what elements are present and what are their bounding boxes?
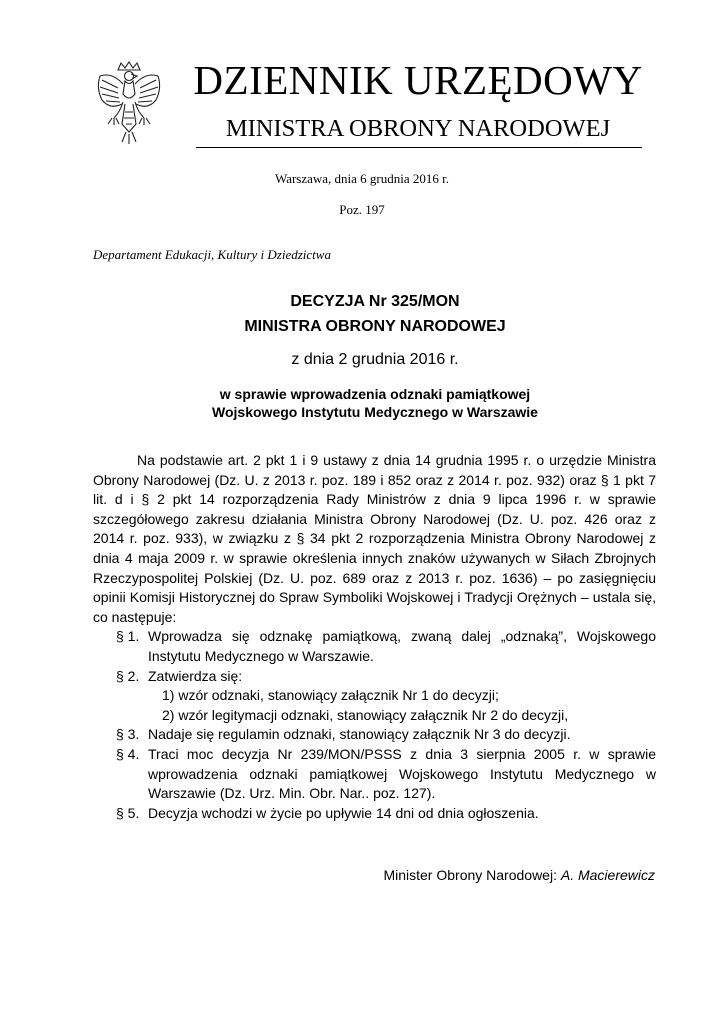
preamble: Na podstawie art. 2 pkt 1 i 9 ustawy z dnia 14 grudnia 1995 r. o urzędzie Ministra Obrony Narodowej (Dz. U. z 2013 r. poz. 189 i 852 oraz z 2014 r. poz. 932) oraz § 1 pkt 7 lit. d i § 2 pkt 14 rozporządzenia Rady Ministrów z dnia 9 lipca 1996 r. w sprawie szczegółowego zakresu działania Ministra Obrony Narodowej (Dz. U. poz. 426 oraz z 2014 r. poz. 933), w związku z § 34 pkt 2 rozporządzenia Ministra Obrony Narodowej z dnia 4 maja 2009 r. w sprawie określenia innych znaków używanych w Siłach Zbrojnych Rzeczypospolitej Polskiej (Dz. U. poz. 689 oraz z 2013 r. poz. 1636) – po zasięgnięciu opinii Komisji Historycznej do Spraw Symboliki Wojskowej i Tradycji Orężnych – ustala się, co następuje: bbox=[93, 452, 656, 625]
journal-subtitle: MINISTRA OBRONY NARODOWEJ bbox=[225, 115, 611, 142]
polish-eagle-emblem bbox=[92, 60, 166, 146]
section-mark: § 3. bbox=[116, 726, 140, 743]
signature-role: Minister Obrony Narodowej: bbox=[383, 867, 557, 883]
section-text: Zatwierdza się: bbox=[148, 667, 243, 684]
section-mark: § 1. bbox=[116, 628, 140, 645]
section-text: Traci moc decyzja Nr 239/MON/PSSS z dnia 3 sierpnia 2005 r. w sprawie wprowadzenia odznaki pamiątkowej Wojskowego Instytutu Medycznego w Warszawie (Dz. Urz. Min. Obr. Nar.. poz. 127). bbox=[148, 745, 656, 802]
section-mark: § 5. bbox=[116, 804, 140, 821]
section-5 bbox=[93, 804, 656, 824]
section-text: Wprowadza się odznakę pamiątkową, zwaną dalej „odznaką”, Wojskowego Instytutu Medycznego w Warszawie. bbox=[148, 628, 656, 664]
section-mark: § 2. bbox=[116, 667, 140, 684]
section-mark: § 4. bbox=[116, 745, 140, 762]
decision-subject-line-2: Wojskowego Instytutu Medycznego w Warszawie bbox=[212, 404, 538, 420]
department-name: Departament Edukacji, Kultury i Dziedzictwa bbox=[93, 247, 331, 262]
place-date: Warszawa, dnia 6 grudnia 2016 r. bbox=[274, 171, 450, 186]
section-2 bbox=[93, 667, 656, 687]
signature bbox=[383, 865, 655, 885]
decision-body bbox=[93, 451, 656, 823]
signature-name: A. Macierewicz bbox=[560, 867, 655, 883]
decision-number: DECYZJA Nr 325/MON bbox=[290, 293, 460, 310]
section-text: Decyzja wchodzi w życie po upływie 14 dni od dnia ogłoszenia. bbox=[148, 804, 539, 821]
section-text: Nadaje się regulamin odznaki, stanowiący załącznik Nr 3 do decyzji. bbox=[148, 726, 571, 743]
header-divider bbox=[196, 147, 642, 148]
journal-title: DZIENNIK URZĘDOWY bbox=[193, 57, 643, 103]
decision-date: z dnia 2 grudnia 2016 r. bbox=[291, 351, 459, 368]
section-2-item-2: 2) wzór legitymacji odznaki, stanowiący załącznik Nr 2 do decyzji, bbox=[162, 706, 569, 723]
section-1 bbox=[93, 627, 656, 666]
decision-subject-line-1: w sprawie wprowadzenia odznaki pamiątkowej bbox=[219, 386, 531, 402]
decision-issuer: MINISTRA OBRONY NARODOWEJ bbox=[244, 318, 506, 335]
section-4 bbox=[93, 745, 656, 804]
position-number: Poz. 197 bbox=[339, 202, 385, 217]
section-3 bbox=[93, 725, 656, 745]
section-2-item-1: 1) wzór odznaki, stanowiący załącznik Nr 1 do decyzji; bbox=[162, 687, 499, 704]
